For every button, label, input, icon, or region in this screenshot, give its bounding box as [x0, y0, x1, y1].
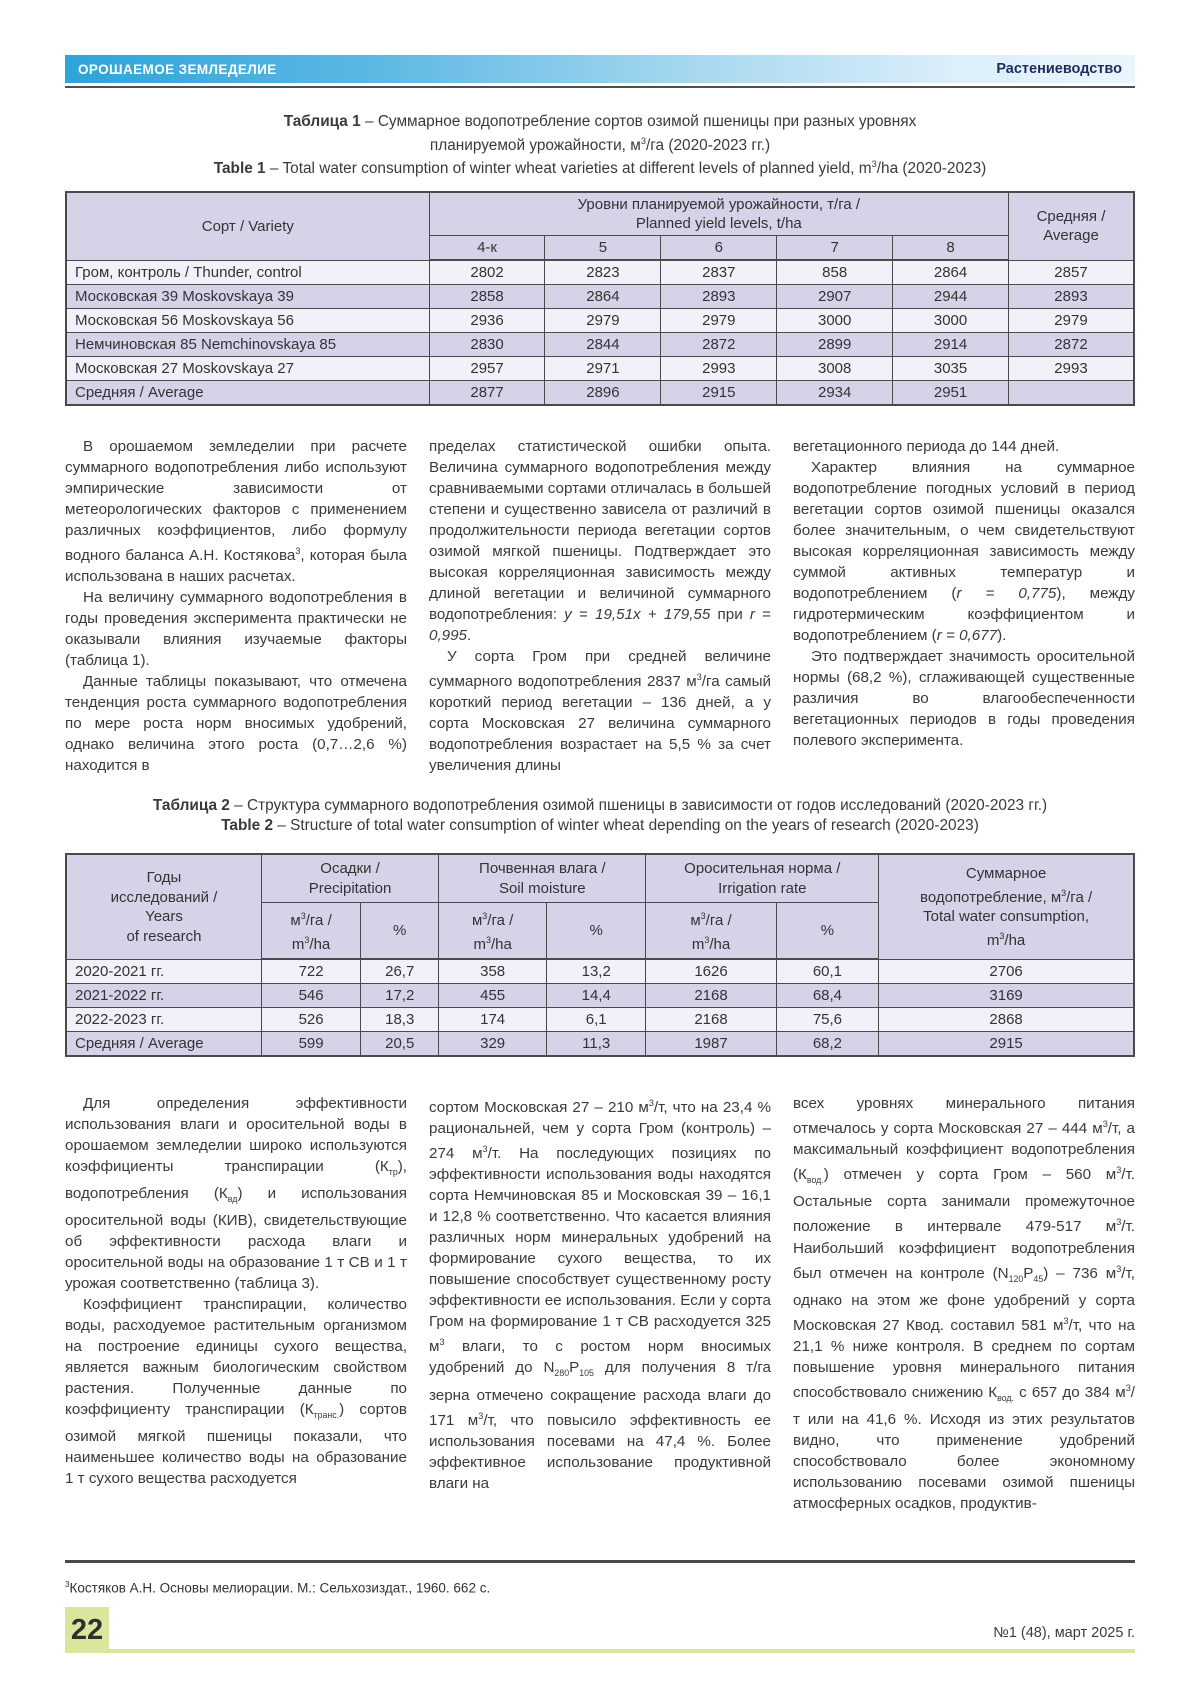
text-column-6 — [793, 1093, 1135, 1513]
table-cell — [1008, 381, 1134, 406]
paragraph: Данные таблицы показывают, что отмечена тенденция роста суммарного водопотребления по мере роста норм вносимых удобрений, однако величина этого роста (0,7…2,6 %) находится в — [65, 673, 407, 775]
table-row — [66, 357, 1134, 381]
table-cell: 2857 — [1008, 260, 1134, 285]
table-cell: 2944 — [893, 285, 1009, 309]
table1 — [65, 191, 1135, 406]
paragraph: Характер влияния на суммарное водопотребление погодных условий в период вегетации сортов озимой пшеницы оказался более значительным, о чем свидетельствуют высокая корреляционная зависимость между суммой активных температур и водопотреблением (r = 0,775), между гидротермическим коэффициентом и водопотреблением (r = 0,677). — [793, 459, 1135, 645]
table-cell: 3169 — [879, 984, 1134, 1008]
table-cell: 2899 — [777, 333, 893, 357]
table-cell: 2993 — [661, 357, 777, 381]
table-row — [66, 1032, 1134, 1057]
text-column-5 — [429, 1093, 771, 1513]
table2-unit-irrigation: $м^3/га$ / $m^3/ha$ — [646, 903, 776, 960]
table-cell: 2021-2022 гг. — [66, 984, 261, 1008]
table-cell: 2907 — [777, 285, 893, 309]
table-cell: Гром, контроль / Thunder, control — [66, 260, 429, 285]
issue-label: №1 (48), март 2025 г. — [993, 1625, 1135, 1641]
paragraph: На величину суммарного водопотребления в годы проведения эксперимента практически не оказывали влияния изучаемые факторы (таблица 1). — [65, 589, 407, 670]
table2-unit-soil: $м^3/га$ / $m^3/ha$ — [439, 903, 547, 960]
table2-header-years: Годы исследований / Years of research — [66, 854, 261, 959]
table-cell: 2896 — [545, 381, 661, 406]
table-cell: 2993 — [1008, 357, 1134, 381]
table-cell: 2979 — [1008, 309, 1134, 333]
table-cell: 60,1 — [776, 959, 879, 984]
text-column-2 — [429, 436, 771, 776]
rubric-label: Растениеводство — [996, 61, 1122, 77]
table2-body — [66, 959, 1134, 1056]
table-cell: 2868 — [879, 1008, 1134, 1032]
table1-level-7: 7 — [777, 236, 893, 261]
table-cell: 2823 — [545, 260, 661, 285]
section-title: ОРОШАЕМОЕ ЗЕМЛЕДЕЛИЕ — [78, 61, 277, 77]
table-cell: 2979 — [545, 309, 661, 333]
table-cell: 6,1 — [547, 1008, 646, 1032]
table-cell: Московская 27 Moskovskaya 27 — [66, 357, 429, 381]
table-cell: 1626 — [646, 959, 776, 984]
table-cell: Московская 39 Moskovskaya 39 — [66, 285, 429, 309]
table-cell: 546 — [261, 984, 360, 1008]
table2-caption-en: Table 2 – Structure of total water consumption of winter wheat depending on the years of research (2020-2023) — [221, 816, 979, 834]
table-cell: 2893 — [1008, 285, 1134, 309]
table-cell: 13,2 — [547, 959, 646, 984]
table-cell: 2844 — [545, 333, 661, 357]
table1-level-4k: 4-к — [429, 236, 545, 261]
table2-header-precipitation: Осадки / Precipitation — [261, 854, 438, 903]
table-cell: 526 — [261, 1008, 360, 1032]
table-cell: 2877 — [429, 381, 545, 406]
table-row — [66, 285, 1134, 309]
paragraph: Это подтверждает значимость оросительной нормы (68,2 %), сглаживающей существенные различия во влагообеспеченности вегетационных периодов в годы проведения полевого эксперимента. — [793, 648, 1135, 750]
header-divider — [65, 86, 1135, 88]
table-cell: 329 — [439, 1032, 547, 1057]
table-row — [66, 260, 1134, 285]
table-cell: Средняя / Average — [66, 381, 429, 406]
table-cell: Средняя / Average — [66, 1032, 261, 1057]
table-cell: 2979 — [661, 309, 777, 333]
table-cell: 20,5 — [361, 1032, 439, 1057]
table-cell: 2872 — [661, 333, 777, 357]
footnote-divider — [65, 1560, 1135, 1563]
table-cell: 599 — [261, 1032, 360, 1057]
paragraph: пределах статистической ошибки опыта. Величина суммарного водопотребления между сравниваемыми сортами отличалась в большей степени и существенно зависела от различий в продолжительности периода вегетации сортов озимой мягкой пшеницы. Подтверждает это высокая корреляционная зависимость между длиной вегетации и величиной суммарного водопотребления: y = 19,51x + 179,55 при r = 0,995. — [429, 438, 771, 645]
paragraph: Коэффициент транспирации, количество воды, расходуемое растительным организмом на построение единицы сухого вещества, является важным биологическим свойством растения. Полученные данные по коэффициенту транспирации $(К_{транс.})$ сортов озимой мягкой пшеницы показали, что наименьшее количество воды на образование 1 т сухого вещества расходуется — [65, 1296, 407, 1488]
table-cell: 11,3 — [547, 1032, 646, 1057]
table-cell: 3035 — [893, 357, 1009, 381]
table-cell: 2936 — [429, 309, 545, 333]
table2-header — [66, 854, 1134, 959]
table-cell: 2022-2023 гг. — [66, 1008, 261, 1032]
text-column-4 — [65, 1093, 407, 1513]
table-cell: 2915 — [661, 381, 777, 406]
table-cell: 2864 — [893, 260, 1009, 285]
table-cell: 2971 — [545, 357, 661, 381]
table-cell: 2872 — [1008, 333, 1134, 357]
table-cell: 722 — [261, 959, 360, 984]
table2-percent-irrigation: % — [776, 903, 879, 960]
table-cell: 858 — [777, 260, 893, 285]
table2-percent-soil: % — [547, 903, 646, 960]
text-column-3 — [793, 436, 1135, 776]
paragraph: В орошаемом земледелии при расчете суммарного водопотребления либо используют эмпирические зависимости от метеорологических факторов с применением различных коэффициентов, либо формулу водного баланса А.Н. Костякова$^3$, которая была использована в наших расчетах. — [65, 438, 407, 586]
text-section-top — [65, 436, 1135, 776]
table-cell: 2837 — [661, 260, 777, 285]
table-cell: 2706 — [879, 959, 1134, 984]
table-cell: 26,7 — [361, 959, 439, 984]
paragraph: Для определения эффективности использования влаги и оросительной воды в орошаемом земледелии широко используются коэффициенты транспирации $(К_{тр})$, водопотребления $(К_{вд})$ и использования оросительной воды (КИВ), свидетельствующие об эффективности расхода влаги и оросительной воды на образование 1 т СВ и 1 т урожая соответственно (таблица 3). — [65, 1095, 407, 1293]
table-cell: 3008 — [777, 357, 893, 381]
page-number-badge: 22 — [65, 1607, 109, 1653]
table1-header — [66, 192, 1134, 260]
table-cell: 2957 — [429, 357, 545, 381]
section-header-bar — [65, 55, 1135, 83]
table2 — [65, 853, 1135, 1057]
table-row — [66, 333, 1134, 357]
table1-caption — [65, 112, 1135, 179]
table-row — [66, 309, 1134, 333]
table2-header-irrigation-rate: Оросительная норма / Irrigation rate — [646, 854, 879, 903]
table2-percent-precipitation: % — [361, 903, 439, 960]
table-cell: 2802 — [429, 260, 545, 285]
table2-unit-precipitation: $м^3/га$ / $m^3/ha$ — [261, 903, 360, 960]
paragraph: всех уровнях минерального питания отмечалось у сорта Московская 27 – 444 $м^3/т$, а максимальный коэффициент водопотребления $(К_{вод.})$ отмечен у сорта Гром – 560 $м^3/т$. Остальные сорта занимали промежуточное положение в интервале 479-517 $м^3/т$. Наибольший коэффициент водопотребления был отмечен на контроле $(N_{120}P_{45}) - 736$ $м^3/т$, однако на этом же фоне удобрений у сорта Московская 27 Квод. составил 581 $м^3/т$, что на 21,1 % ниже контроля. В среднем по сортам повышение уровня минерального питания способствовало снижению $К_{вод.}$ с 657 до 384 $м^3/т$ или на 41,6 %. Исходя из этих результатов видно, что применение удобрений способствовало более экономному использованию посевами озимой пшеницы атмосферных осадков, продуктив- — [793, 1095, 1135, 1512]
text-column-1 — [65, 436, 407, 776]
table-cell: 18,3 — [361, 1008, 439, 1032]
table-cell: 455 — [439, 984, 547, 1008]
table-cell: 2864 — [545, 285, 661, 309]
table1-level-6: 6 — [661, 236, 777, 261]
text-section-bottom — [65, 1093, 1135, 1513]
table-row — [66, 1008, 1134, 1032]
table-cell: 2934 — [777, 381, 893, 406]
table-row — [66, 984, 1134, 1008]
table-cell: 17,2 — [361, 984, 439, 1008]
table-cell: 2020-2021 гг. — [66, 959, 261, 984]
table-cell: 68,4 — [776, 984, 879, 1008]
table-cell: 2168 — [646, 1008, 776, 1032]
table-cell: 2914 — [893, 333, 1009, 357]
table-cell: 2915 — [879, 1032, 1134, 1057]
table-cell: 2858 — [429, 285, 545, 309]
table-cell: 358 — [439, 959, 547, 984]
table-cell: 1987 — [646, 1032, 776, 1057]
paragraph: У сорта Гром при средней величине суммарного водопотребления 2837 $м^3/га$ самый короткий период вегетации – 136 дней, а у сорта Московская 27 величина суммарного водопотребления возрастает на 5,5 % за счет увеличения длины — [429, 648, 771, 775]
table-row — [66, 959, 1134, 984]
table1-caption-en: Table 1 – Total water consumption of winter wheat varieties at different levels of planned yield, $m^3/ha$ (2020-2023) — [213, 159, 987, 178]
table-cell: 174 — [439, 1008, 547, 1032]
table2-header-total: Суммарное водопотребление, $м^3/га$ / Total water consumption, $m^3/ha$ — [879, 854, 1134, 959]
table2-header-soil-moisture: Почвенная влага / Soil moisture — [439, 854, 646, 903]
footnote: $^3$Костяков А.Н. Основы мелиорации. М.: Сельхозиздат., 1960. 662 с. — [65, 1580, 491, 1596]
table1-level-8: 8 — [893, 236, 1009, 261]
table1-header-levels: Уровни планируемой урожайности, т/га / Planned yield levels, t/ha — [429, 192, 1008, 236]
table-cell: 2830 — [429, 333, 545, 357]
table1-level-5: 5 — [545, 236, 661, 261]
table-cell: 2893 — [661, 285, 777, 309]
table1-header-variety: Сорт / Variety — [66, 192, 429, 260]
table-cell: 3000 — [893, 309, 1009, 333]
footer-accent-line — [65, 1649, 1135, 1653]
table-row — [66, 381, 1134, 406]
table-cell: Немчиновская 85 Nemchinovskaya 85 — [66, 333, 429, 357]
table1-body — [66, 260, 1134, 405]
table1-caption-ru: Таблица 1 – Суммарное водопотребление сортов озимой пшеницы при разных уровнях планируемой урожайности, $м^3/га$ (2020-2023 гг.) — [283, 113, 917, 154]
table-cell: 68,2 — [776, 1032, 879, 1057]
table-cell: 2951 — [893, 381, 1009, 406]
table-cell: 14,4 — [547, 984, 646, 1008]
table-cell: 2168 — [646, 984, 776, 1008]
table2-caption-ru: Таблица 2 – Структура суммарного водопотребления озимой пшеницы в зависимости от годов исследований (2020-2023 гг.) — [152, 797, 1048, 815]
table-cell: 3000 — [777, 309, 893, 333]
paragraph: сортом Московская 27 – 210 $м^3/т$, что на 23,4 % рациональней, чем у сорта Гром (контроль) – 274 $м^3/т$. На последующих позициях по эффективности использования воды находятся сорта Немчиновская 85 и Московская 39 – 16,1 и 12,8 % соответственно. Что касается влияния различных норм минеральных удобрений на формирование сухого вещества, то их повышение способствует существенному росту эффективности ее использования. Если у сорта Гром на формирование 1 т СВ расходуется 325 $м^3$ влаги, то с ростом норм вносимых удобрений до $N_{280}P_{105}$ для получения 8 т/га зерна отмечено сокращение расхода влаги до 171 $м^3/т$, что повысило эффективность ее использования посевами на 47,4 %. Более эффективное использование продуктивной влаги на — [429, 1098, 771, 1492]
paragraph: вегетационного периода до 144 дней. — [793, 438, 1060, 456]
table2-caption — [65, 796, 1135, 835]
table-cell: Московская 56 Moskovskaya 56 — [66, 309, 429, 333]
table-cell: 75,6 — [776, 1008, 879, 1032]
table1-header-average: Средняя / Average — [1008, 192, 1134, 260]
